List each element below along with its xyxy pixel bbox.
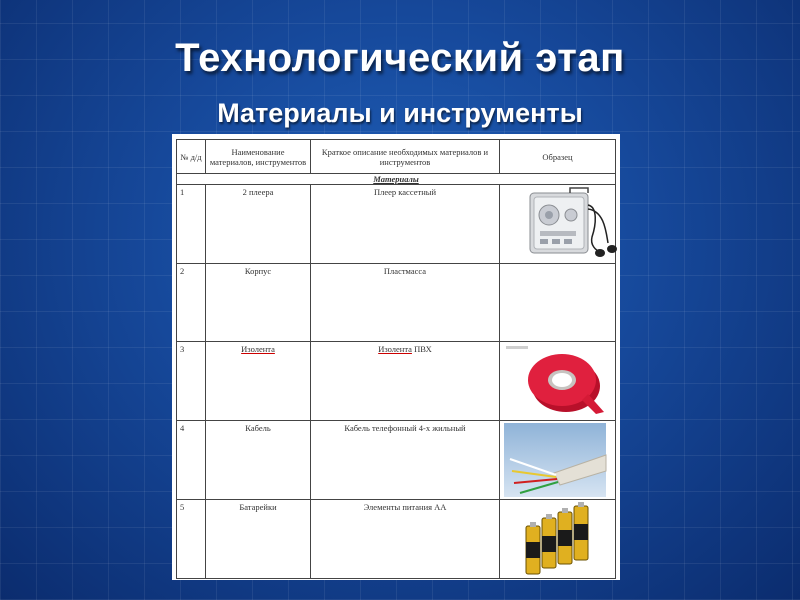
row-number: 2 — [177, 264, 206, 342]
row-number: 1 — [177, 185, 206, 264]
table-row — [177, 421, 616, 500]
row-sample — [500, 342, 616, 421]
row-description: Кабель телефонный 4-х жильный — [311, 421, 500, 500]
row-number: 3 — [177, 342, 206, 421]
row-sample — [500, 421, 616, 500]
table-row — [177, 185, 616, 264]
row-number: 4 — [177, 421, 206, 500]
slide-title: Технологический этап — [175, 36, 625, 80]
row-description-underlined: Изолента — [378, 344, 412, 354]
row-name — [206, 342, 311, 421]
row-name: Батарейки — [206, 500, 311, 579]
row-sample — [500, 500, 616, 579]
section-row — [177, 174, 616, 185]
row-sample — [500, 264, 616, 342]
materials-table — [176, 139, 616, 579]
row-number: 5 — [177, 500, 206, 579]
materials-table-sheet — [172, 134, 620, 580]
slide-subtitle: Материалы и инструменты — [217, 98, 583, 128]
row-name: Кабель — [206, 421, 311, 500]
row-sample — [500, 185, 616, 264]
header-number: № д/д — [177, 140, 206, 174]
header-sample: Образец — [500, 140, 616, 174]
row-description: Пластмасса — [311, 264, 500, 342]
row-description-rest: ПВХ — [411, 344, 432, 354]
table-row — [177, 500, 616, 579]
header-name: Наименование материалов, инструментов — [206, 140, 311, 174]
row-name: 2 плеера — [206, 185, 311, 264]
red-tape-roll-image — [500, 342, 634, 420]
row-description — [311, 342, 500, 421]
row-description: Элементы питания АА — [311, 500, 500, 579]
aa-batteries-image — [500, 500, 634, 578]
row-name: Корпус — [206, 264, 311, 342]
table-row — [177, 342, 616, 421]
cassette-player-image — [500, 185, 634, 263]
row-description: Плеер кассетный — [311, 185, 500, 264]
header-description: Краткое описание необходимых материалов и инструментов — [311, 140, 500, 174]
table-row — [177, 264, 616, 342]
table-header-row — [177, 140, 616, 174]
section-label: Материалы — [177, 174, 616, 185]
row-name-text: Изолента — [241, 344, 275, 354]
telephone-cable-image — [500, 421, 634, 499]
